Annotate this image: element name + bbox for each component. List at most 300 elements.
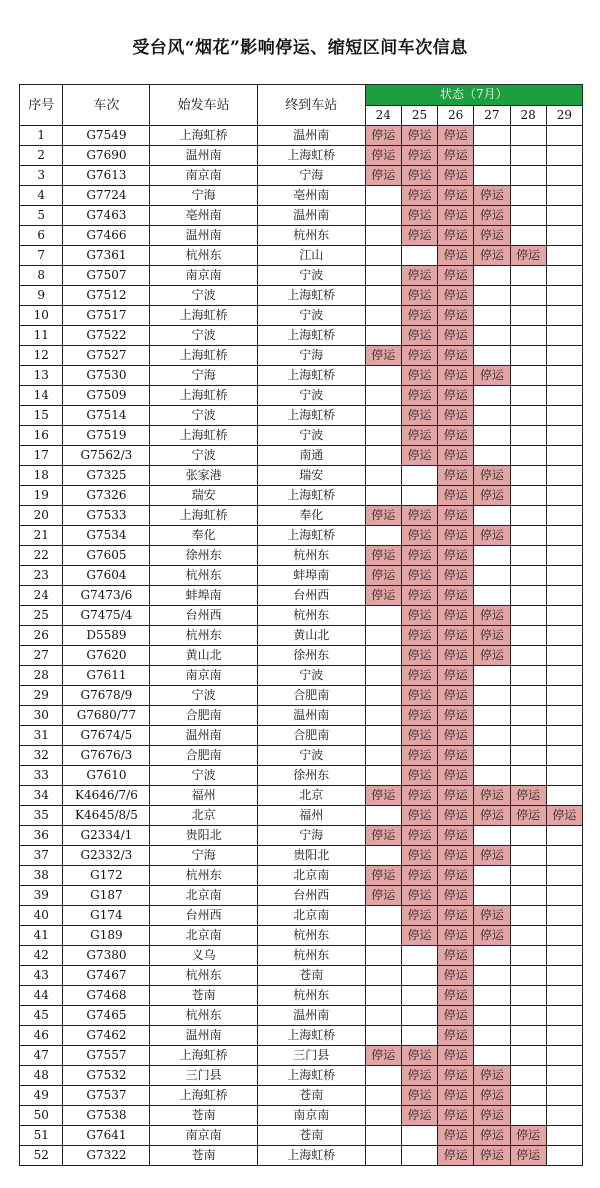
status-empty-cell [365, 646, 401, 666]
header-row [20, 85, 583, 106]
table-row [20, 1006, 583, 1026]
row-to: 宁波 [258, 306, 366, 326]
status-empty-cell [365, 666, 401, 686]
status-empty-cell [510, 706, 546, 726]
row-train: G7690 [63, 146, 150, 166]
table-row [20, 566, 583, 586]
row-seq: 46 [20, 1026, 63, 1046]
row-train: G7462 [63, 1026, 150, 1046]
row-train: G7534 [63, 526, 150, 546]
row-from: 宁波 [150, 686, 258, 706]
row-to: 上海虹桥 [258, 1066, 366, 1086]
row-to: 上海虹桥 [258, 286, 366, 306]
row-seq: 28 [20, 666, 63, 686]
table-row [20, 806, 583, 826]
status-empty-cell [474, 986, 510, 1006]
status-stop-cell: 停运 [401, 646, 437, 666]
row-to: 杭州东 [258, 986, 366, 1006]
row-seq: 38 [20, 866, 63, 886]
status-empty-cell [546, 666, 582, 686]
status-empty-cell [365, 286, 401, 306]
status-empty-cell [510, 846, 546, 866]
row-from: 杭州东 [150, 866, 258, 886]
row-train: G7532 [63, 1066, 150, 1086]
status-stop-cell: 停运 [438, 286, 474, 306]
status-empty-cell [546, 546, 582, 566]
status-stop-cell: 停运 [438, 586, 474, 606]
status-empty-cell [365, 806, 401, 826]
status-empty-cell [510, 386, 546, 406]
status-stop-cell: 停运 [401, 926, 437, 946]
status-stop-cell: 停运 [401, 526, 437, 546]
row-train: G187 [63, 886, 150, 906]
row-train: G7604 [63, 566, 150, 586]
row-to: 上海虹桥 [258, 326, 366, 346]
status-stop-cell: 停运 [438, 1066, 474, 1086]
status-empty-cell [510, 886, 546, 906]
table-row [20, 946, 583, 966]
status-stop-cell: 停运 [401, 626, 437, 646]
table-row [20, 346, 583, 366]
row-train: G7467 [63, 966, 150, 986]
row-from: 北京南 [150, 926, 258, 946]
table-row [20, 446, 583, 466]
status-empty-cell [401, 1026, 437, 1046]
row-seq: 45 [20, 1006, 63, 1026]
row-from: 合肥南 [150, 706, 258, 726]
row-train: G7605 [63, 546, 150, 566]
status-stop-cell: 停运 [438, 166, 474, 186]
status-empty-cell [546, 1126, 582, 1146]
row-train: D5589 [63, 626, 150, 646]
status-empty-cell [401, 966, 437, 986]
status-stop-cell: 停运 [401, 506, 437, 526]
row-to: 宁海 [258, 826, 366, 846]
status-empty-cell [474, 586, 510, 606]
status-stop-cell: 停运 [438, 126, 474, 146]
table-row [20, 986, 583, 1006]
status-empty-cell [546, 1046, 582, 1066]
row-train: G7613 [63, 166, 150, 186]
status-empty-cell [546, 1106, 582, 1126]
row-seq: 4 [20, 186, 63, 206]
status-empty-cell [474, 866, 510, 886]
row-seq: 31 [20, 726, 63, 746]
row-seq: 30 [20, 706, 63, 726]
status-stop-cell: 停运 [438, 926, 474, 946]
row-seq: 19 [20, 486, 63, 506]
status-empty-cell [546, 726, 582, 746]
row-from: 宁波 [150, 286, 258, 306]
status-empty-cell [474, 446, 510, 466]
status-stop-cell: 停运 [401, 226, 437, 246]
status-empty-cell [546, 286, 582, 306]
row-seq: 41 [20, 926, 63, 946]
status-empty-cell [546, 146, 582, 166]
row-train: G7641 [63, 1126, 150, 1146]
table-row [20, 506, 583, 526]
status-empty-cell [510, 826, 546, 846]
status-stop-cell: 停运 [438, 746, 474, 766]
row-from: 宁海 [150, 846, 258, 866]
status-empty-cell [365, 966, 401, 986]
status-empty-cell [546, 206, 582, 226]
status-stop-cell: 停运 [474, 846, 510, 866]
status-empty-cell [510, 926, 546, 946]
row-seq: 10 [20, 306, 63, 326]
status-empty-cell [365, 226, 401, 246]
status-empty-cell [401, 1006, 437, 1026]
status-stop-cell: 停运 [474, 366, 510, 386]
row-train: G7361 [63, 246, 150, 266]
status-stop-cell: 停运 [438, 686, 474, 706]
status-stop-cell: 停运 [401, 606, 437, 626]
status-empty-cell [365, 726, 401, 746]
status-stop-cell: 停运 [401, 706, 437, 726]
status-empty-cell [510, 686, 546, 706]
row-to: 宁波 [258, 266, 366, 286]
row-from: 杭州东 [150, 966, 258, 986]
row-to: 奉化 [258, 506, 366, 526]
status-empty-cell [365, 706, 401, 726]
status-empty-cell [365, 246, 401, 266]
row-to: 合肥南 [258, 726, 366, 746]
status-empty-cell [546, 306, 582, 326]
row-seq: 48 [20, 1066, 63, 1086]
status-stop-cell: 停运 [474, 646, 510, 666]
row-seq: 27 [20, 646, 63, 666]
train-schedule-table [19, 84, 583, 1166]
table-row [20, 306, 583, 326]
row-seq: 1 [20, 126, 63, 146]
status-stop-cell: 停运 [474, 466, 510, 486]
row-train: G7517 [63, 306, 150, 326]
status-stop-cell: 停运 [438, 326, 474, 346]
status-empty-cell [546, 126, 582, 146]
row-train: G7322 [63, 1146, 150, 1166]
table-row [20, 646, 583, 666]
status-stop-cell: 停运 [438, 1146, 474, 1166]
status-stop-cell: 停运 [474, 786, 510, 806]
row-train: G7611 [63, 666, 150, 686]
status-empty-cell [546, 586, 582, 606]
status-stop-cell: 停运 [401, 186, 437, 206]
row-from: 南京南 [150, 166, 258, 186]
status-stop-cell: 停运 [474, 1146, 510, 1166]
status-stop-cell: 停运 [401, 446, 437, 466]
row-train: G7509 [63, 386, 150, 406]
status-empty-cell [474, 546, 510, 566]
status-stop-cell: 停运 [401, 566, 437, 586]
status-stop-cell: 停运 [401, 306, 437, 326]
status-empty-cell [546, 706, 582, 726]
status-empty-cell [510, 446, 546, 466]
row-seq: 34 [20, 786, 63, 806]
status-empty-cell [474, 706, 510, 726]
row-train: G7533 [63, 506, 150, 526]
row-train: G174 [63, 906, 150, 926]
status-empty-cell [510, 1006, 546, 1026]
status-empty-cell [365, 686, 401, 706]
row-from: 温州南 [150, 726, 258, 746]
status-stop-cell: 停运 [401, 826, 437, 846]
row-train: G7514 [63, 406, 150, 426]
row-seq: 18 [20, 466, 63, 486]
row-train: G189 [63, 926, 150, 946]
status-stop-cell: 停运 [438, 1086, 474, 1106]
row-seq: 33 [20, 766, 63, 786]
status-stop-cell: 停运 [510, 1146, 546, 1166]
table-row [20, 1146, 583, 1166]
status-empty-cell [401, 946, 437, 966]
row-to: 上海虹桥 [258, 366, 366, 386]
status-empty-cell [365, 206, 401, 226]
status-empty-cell [510, 546, 546, 566]
row-from: 南京南 [150, 666, 258, 686]
status-empty-cell [546, 826, 582, 846]
table-row [20, 766, 583, 786]
day-header: 28 [510, 105, 546, 126]
row-seq: 29 [20, 686, 63, 706]
status-empty-cell [546, 166, 582, 186]
status-empty-cell [510, 506, 546, 526]
table-row [20, 866, 583, 886]
status-empty-cell [474, 506, 510, 526]
row-seq: 42 [20, 946, 63, 966]
table-row [20, 366, 583, 386]
status-stop-cell: 停运 [401, 686, 437, 706]
row-to: 温州南 [258, 126, 366, 146]
row-from: 南京南 [150, 1126, 258, 1146]
table-row [20, 886, 583, 906]
row-to: 温州南 [258, 1006, 366, 1026]
row-seq: 20 [20, 506, 63, 526]
table-row [20, 706, 583, 726]
status-stop-cell: 停运 [438, 1106, 474, 1126]
table-row [20, 206, 583, 226]
row-to: 苍南 [258, 966, 366, 986]
row-train: G7620 [63, 646, 150, 666]
status-empty-cell [546, 926, 582, 946]
header-status: 状态（7月） [365, 85, 582, 106]
status-empty-cell [510, 186, 546, 206]
status-empty-cell [474, 326, 510, 346]
row-train: G7680/77 [63, 706, 150, 726]
status-empty-cell [510, 286, 546, 306]
table-row [20, 1066, 583, 1086]
row-to: 三门县 [258, 1046, 366, 1066]
row-seq: 50 [20, 1106, 63, 1126]
row-train: G7507 [63, 266, 150, 286]
table-row [20, 1126, 583, 1146]
status-stop-cell: 停运 [510, 1126, 546, 1146]
status-empty-cell [474, 426, 510, 446]
row-to: 宁波 [258, 746, 366, 766]
row-seq: 12 [20, 346, 63, 366]
status-stop-cell: 停运 [401, 406, 437, 426]
status-empty-cell [401, 466, 437, 486]
row-from: 苍南 [150, 986, 258, 1006]
row-from: 合肥南 [150, 746, 258, 766]
status-empty-cell [510, 766, 546, 786]
status-empty-cell [510, 526, 546, 546]
status-empty-cell [401, 486, 437, 506]
table-row [20, 406, 583, 426]
status-empty-cell [510, 666, 546, 686]
table-row [20, 786, 583, 806]
row-to: 苍南 [258, 1086, 366, 1106]
row-from: 瑞安 [150, 486, 258, 506]
table-row [20, 966, 583, 986]
row-to: 宁波 [258, 386, 366, 406]
status-stop-cell: 停运 [365, 546, 401, 566]
row-to: 杭州东 [258, 226, 366, 246]
status-stop-cell: 停运 [401, 666, 437, 686]
row-train: G7676/3 [63, 746, 150, 766]
row-from: 张家港 [150, 466, 258, 486]
status-stop-cell: 停运 [438, 646, 474, 666]
table-row [20, 226, 583, 246]
row-from: 上海虹桥 [150, 1046, 258, 1066]
status-stop-cell: 停运 [401, 1086, 437, 1106]
status-empty-cell [365, 766, 401, 786]
row-from: 上海虹桥 [150, 426, 258, 446]
status-empty-cell [546, 266, 582, 286]
status-stop-cell: 停运 [401, 766, 437, 786]
status-empty-cell [546, 466, 582, 486]
row-seq: 37 [20, 846, 63, 866]
status-stop-cell: 停运 [438, 666, 474, 686]
status-empty-cell [365, 446, 401, 466]
row-train: G7678/9 [63, 686, 150, 706]
status-empty-cell [546, 646, 582, 666]
status-stop-cell: 停运 [401, 726, 437, 746]
row-from: 杭州东 [150, 566, 258, 586]
status-empty-cell [365, 986, 401, 1006]
status-empty-cell [474, 166, 510, 186]
status-empty-cell [546, 1086, 582, 1106]
status-stop-cell: 停运 [546, 806, 582, 826]
status-stop-cell: 停运 [474, 246, 510, 266]
table-row [20, 726, 583, 746]
status-empty-cell [510, 1086, 546, 1106]
table-row [20, 186, 583, 206]
table-row [20, 126, 583, 146]
table-row [20, 846, 583, 866]
status-empty-cell [365, 386, 401, 406]
status-empty-cell [474, 266, 510, 286]
status-stop-cell: 停运 [438, 1126, 474, 1146]
status-stop-cell: 停运 [401, 146, 437, 166]
status-stop-cell: 停运 [438, 1006, 474, 1026]
table-row [20, 746, 583, 766]
status-stop-cell: 停运 [365, 506, 401, 526]
status-stop-cell: 停运 [474, 606, 510, 626]
status-stop-cell: 停运 [474, 626, 510, 646]
status-stop-cell: 停运 [474, 1106, 510, 1126]
status-empty-cell [510, 726, 546, 746]
status-empty-cell [474, 766, 510, 786]
table-row [20, 326, 583, 346]
header-seq: 序号 [20, 85, 63, 126]
status-empty-cell [510, 426, 546, 446]
status-empty-cell [474, 966, 510, 986]
status-empty-cell [474, 886, 510, 906]
status-stop-cell: 停运 [401, 326, 437, 346]
table-row [20, 1086, 583, 1106]
row-seq: 11 [20, 326, 63, 346]
row-seq: 8 [20, 266, 63, 286]
table-row [20, 1026, 583, 1046]
row-from: 黄山北 [150, 646, 258, 666]
status-stop-cell: 停运 [401, 786, 437, 806]
status-stop-cell: 停运 [365, 886, 401, 906]
row-to: 杭州东 [258, 546, 366, 566]
status-empty-cell [546, 1066, 582, 1086]
status-empty-cell [365, 406, 401, 426]
status-empty-cell [510, 746, 546, 766]
status-empty-cell [365, 326, 401, 346]
row-from: 上海虹桥 [150, 386, 258, 406]
status-empty-cell [365, 526, 401, 546]
status-stop-cell: 停运 [401, 1066, 437, 1086]
row-to: 苍南 [258, 1126, 366, 1146]
status-empty-cell [365, 1006, 401, 1026]
row-seq: 17 [20, 446, 63, 466]
status-stop-cell: 停运 [438, 706, 474, 726]
status-empty-cell [546, 686, 582, 706]
status-stop-cell: 停运 [365, 1046, 401, 1066]
table-row [20, 1106, 583, 1126]
status-empty-cell [546, 226, 582, 246]
status-empty-cell [474, 826, 510, 846]
table-row [20, 666, 583, 686]
status-empty-cell [474, 126, 510, 146]
row-train: G7530 [63, 366, 150, 386]
status-stop-cell: 停运 [438, 506, 474, 526]
status-stop-cell: 停运 [401, 1106, 437, 1126]
row-from: 贵阳北 [150, 826, 258, 846]
status-empty-cell [510, 366, 546, 386]
status-empty-cell [546, 406, 582, 426]
row-from: 三门县 [150, 1066, 258, 1086]
status-empty-cell [510, 1066, 546, 1086]
status-empty-cell [474, 666, 510, 686]
status-empty-cell [365, 926, 401, 946]
row-seq: 43 [20, 966, 63, 986]
status-empty-cell [474, 686, 510, 706]
status-stop-cell: 停运 [474, 1126, 510, 1146]
row-train: G172 [63, 866, 150, 886]
row-to: 北京 [258, 786, 366, 806]
row-seq: 52 [20, 1146, 63, 1166]
row-from: 宁波 [150, 446, 258, 466]
status-stop-cell: 停运 [401, 386, 437, 406]
row-from: 宁波 [150, 406, 258, 426]
status-stop-cell: 停运 [438, 346, 474, 366]
status-stop-cell: 停运 [438, 226, 474, 246]
row-seq: 35 [20, 806, 63, 826]
status-stop-cell: 停运 [438, 486, 474, 506]
status-stop-cell: 停运 [438, 406, 474, 426]
status-empty-cell [510, 866, 546, 886]
row-seq: 23 [20, 566, 63, 586]
status-stop-cell: 停运 [438, 206, 474, 226]
status-stop-cell: 停运 [438, 466, 474, 486]
table-row [20, 606, 583, 626]
status-stop-cell: 停运 [438, 1026, 474, 1046]
row-seq: 36 [20, 826, 63, 846]
